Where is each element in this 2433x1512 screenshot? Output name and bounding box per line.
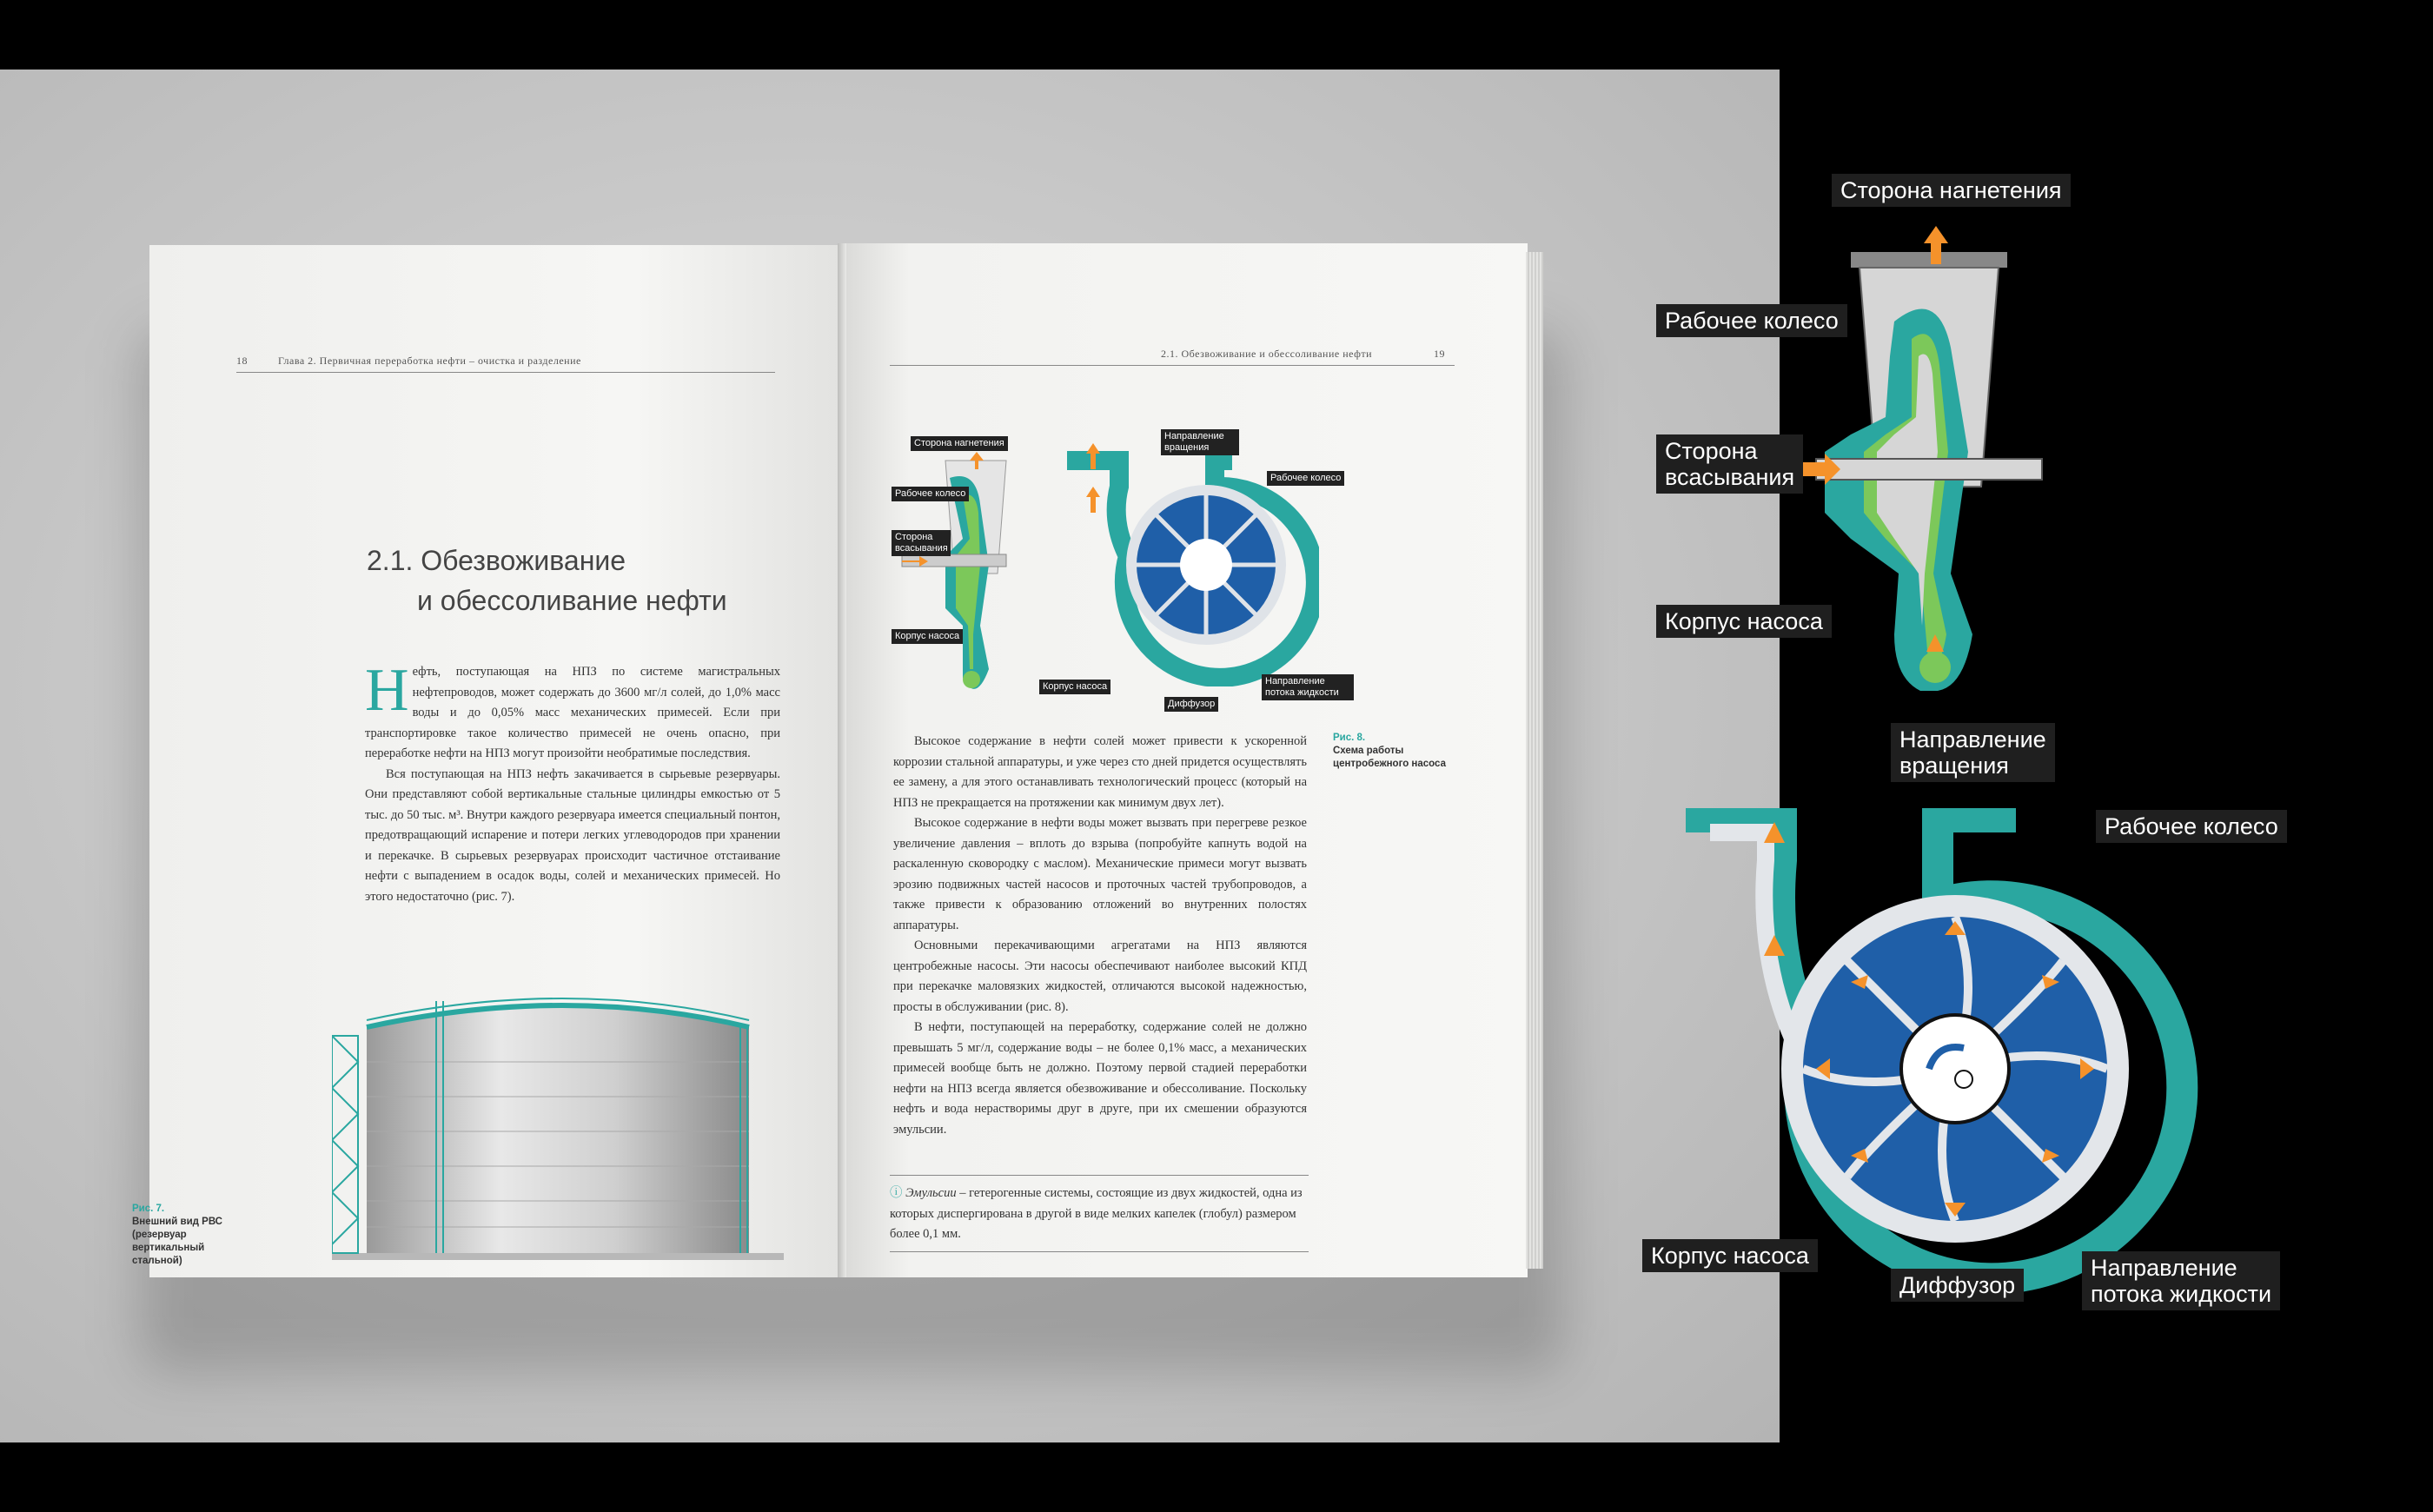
tank-illustration	[332, 966, 784, 1279]
right-para-2: Высокое содержание в нефти воды может вызвать при перегреве резкое увеличение давления – вплоть до взрыва (попробуйте капнуть водой на раскаленную сковородку с маслом). Механические примеси могут вызвать эрозию подвижных частей насосов и проточных частей трубопроводов, а также привести к образованию отложений во внутренних полостях аппаратуры.	[893, 816, 1307, 932]
callout-impeller-bottom: Рабочее колесо	[2096, 810, 2287, 843]
callout-casing-bottom: Корпус насоса	[1642, 1239, 1818, 1272]
note-info-icon: ⓘ	[890, 1186, 906, 1200]
fig8-caption	[1333, 732, 1463, 771]
callout-flow: Направление потока жидкости	[2082, 1251, 2280, 1310]
section-title-line2: и обессоливание нефти	[417, 585, 727, 616]
fig7-text: Внешний вид РВС (резервуар вертикальный стальной)	[132, 1217, 222, 1266]
note-term: Эмульсии	[905, 1186, 957, 1200]
left-page	[132, 245, 843, 1277]
small-label-diffuser: Диффузор	[1164, 697, 1218, 712]
left-body-text	[365, 657, 780, 907]
right-para-1: Высокое содержание в нефти солей может привести к ускоренной коррозии стальной аппаратуры, и уже через сто дней придется осуществлять ее замену, а для этого останавливать технологический процесс (который на НПЗ не прекращается на протяжении как минимум двух лет).	[893, 734, 1307, 810]
right-page-number: 19	[1434, 348, 1445, 360]
right-body-text	[893, 732, 1307, 1140]
small-label-casing-right: Корпус насоса	[1039, 680, 1110, 694]
fig7-caption	[132, 1203, 228, 1268]
small-label-rotation: Направление вращения	[1161, 429, 1239, 455]
fig8-text: Схема работы центробежного насоса	[1333, 746, 1446, 769]
book-spine-shadow	[838, 243, 846, 1277]
right-running-head: 2.1. Обезвоживание и обессоливание нефти	[1161, 348, 1373, 360]
right-page	[841, 243, 1528, 1277]
small-label-discharge: Сторона нагнетения	[911, 436, 1008, 451]
left-para-1	[365, 657, 780, 765]
page-edges	[1526, 252, 1543, 1269]
fig7-number: Рис. 7.	[132, 1204, 165, 1214]
left-running-head: Глава 2. Первичная переработка нефти – очистка и разделение	[278, 355, 581, 367]
small-label-flow: Направление потока жидкости	[1262, 674, 1354, 700]
right-para-4: В нефти, поступающей на переработку, содержание солей не должно превышать 5 мг/л, содержание воды – не более 0,1% масс, а механических примесей вообще быть не должно. Поэтому первой стадией переработки нефти на НПЗ всегда является обезвоживание и обессоливание. Поскольку нефть и вода нерастворимы друг в друге, при их смешении образуются эмульсии.	[893, 1020, 1307, 1137]
fig8-number: Рис. 8.	[1333, 733, 1366, 743]
section-title-line1: 2.1. Обезвоживание	[367, 545, 626, 576]
note-text: – гетерогенные системы, состоящие из двух жидкостей, одна из которых диспергирована в другой в виде мелких капелек (глобул) размером более 0,1 мм.	[890, 1186, 1303, 1241]
left-para-2: Вся поступающая на НПЗ нефть закачивается в сырьевые резервуары. Они представляют собой вертикальные стальные цилиндры емкостью от 5 тыс. до 50 тыс. м³. Внутри каждого резервуара имеется специальный понтон, предотвращающий испарение и потери легких углеводородов при хранении и перекачке. В сырьевых резервуарах происходит частичное отстаивание нефти с выпадением в осадок воды, солей и механических примесей. Но этого недостаточно (рис. 7).	[365, 766, 780, 904]
left-para-1-text: ефть, поступающая на НПЗ по системе магистральных нефтепроводов, может содержать до 3600 мг/л солей, до 1,0% масс воды и до 0,05% масс механических примесей. Если при транспортировке такое количество примесей не очень опасно, при переработке нефти на НПЗ могут произойти необратимые последствия.	[365, 665, 780, 760]
small-label-casing-left: Корпус насоса	[892, 629, 963, 644]
callout-suction: Сторона всасывания	[1656, 434, 1803, 494]
left-page-number: 18	[236, 355, 248, 367]
callout-casing-top: Корпус насоса	[1656, 605, 1832, 638]
note-bottom-rule	[890, 1251, 1309, 1252]
right-head-rule	[890, 365, 1455, 366]
right-para-3: Основными перекачивающими агрегатами на НПЗ являются центробежные насосы. Эти насосы обеспечивают наиболее высокий КПД при перекачке маловязких жидкостей, отличаются высокой надежностью, просты в обслуживании (рис. 8).	[893, 938, 1307, 1014]
callout-impeller-top: Рабочее колесо	[1656, 304, 1847, 337]
callout-diffuser: Диффузор	[1891, 1269, 2024, 1302]
note-top-rule	[890, 1175, 1309, 1176]
stage	[0, 70, 2433, 1442]
callout-discharge: Сторона нагнетения	[1832, 174, 2071, 207]
left-head-rule	[236, 372, 775, 373]
emulsion-note	[890, 1184, 1309, 1245]
small-label-suction: Сторона всасывания	[892, 530, 951, 556]
callout-rotation: Направление вращения	[1891, 723, 2055, 782]
dropcap: Н	[365, 657, 409, 724]
small-label-impeller-left: Рабочее колесо	[892, 487, 969, 501]
small-label-impeller-right: Рабочее колесо	[1267, 471, 1344, 486]
